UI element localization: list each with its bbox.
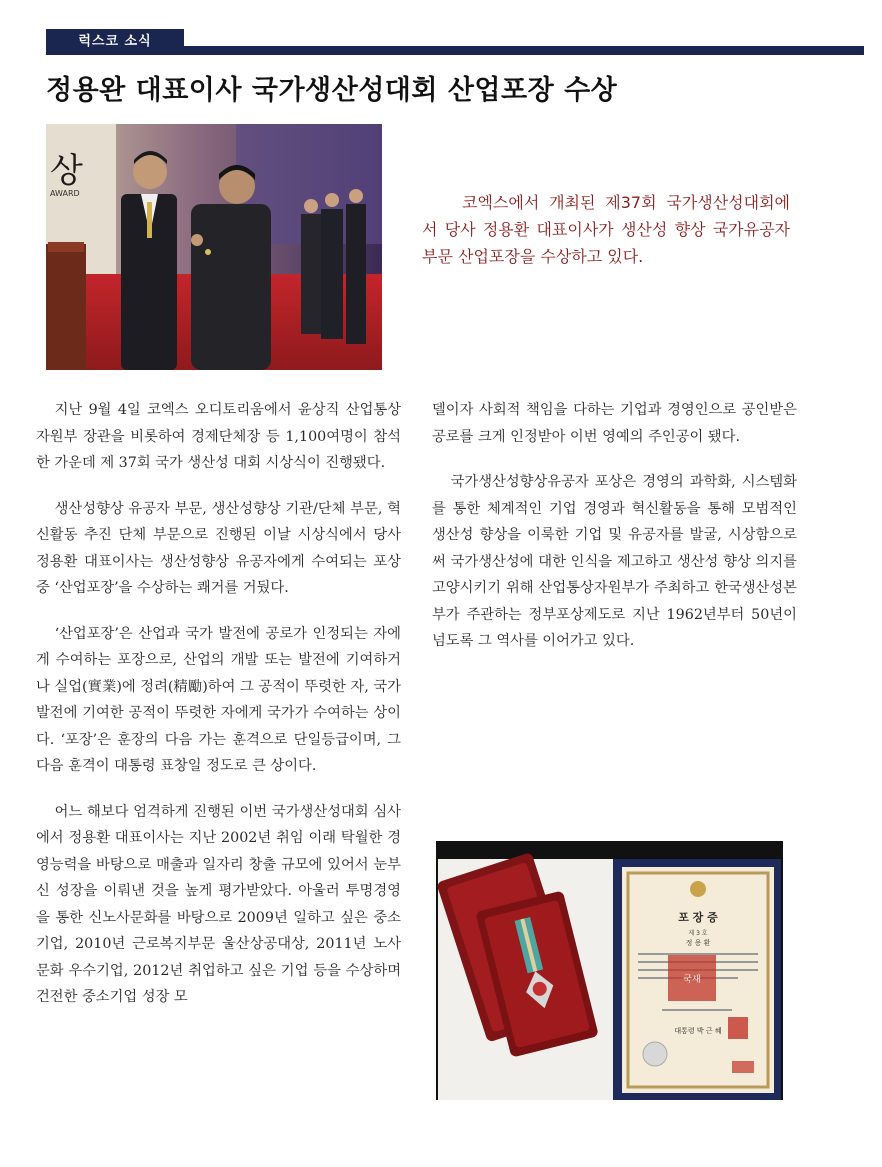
body-paragraph: 델이자 사회적 책임을 다하는 기업과 경영인으로 공인받은 공로를 크게 인정받아 이번 영예의 주인공이 됐다.	[432, 402, 797, 445]
certificate-name: 정 용 환	[685, 939, 711, 947]
certificate-seal: 국새	[683, 975, 701, 985]
body-paragraph: 어느 해보다 엄격하게 진행된 이번 국가생산성대회 심사에서 정용환 대표이사는 지난 2002년 취임 이래 탁월한 경영능력을 바탕으로 매출과 일자리 창출 규모에 있어서 눈부신 성장을 이뤄낸 것을 높게 평가받았다. 아울러 투명경영을 통한 신노사문화를 바탕으로 2009년 일하고 싶은 중소기업, 2010년 근로복지부문 울산상공대상, 2011년 노사문화 우수기업, 2012년 취업하고 싶은 기업 등을 수상하며 건전한 중소기업 성장 모	[36, 803, 401, 1005]
body-paragraph: 국가생산성향상유공자 포상은 경영의 과학화, 시스템화를 통한 체계적인 기업 경영과 혁신활동을 통해 모범적인 생산성 향상을 이룩한 기업 및 유공자를 발굴, 시상함으로써 국가생산성에 대한 인식을 제고하고 생산성 향상 의지를 고양시키기 위해 산업통상자원부가 주최하고 한국생산성본부가 주관하는 정부포상제도로 지난 1962년부터 50년이 넘도록 그 역사를 이어가고 있다.	[432, 474, 797, 649]
article-title: 정용완 대표이사 국가생산성대회 산업포장 수상	[46, 75, 618, 106]
certificate-footer: 대통령 박 근 혜	[674, 1027, 722, 1035]
photo-caption: 코엑스에서 개최된 제37회 국가생산성대회에서 당사 정용환 대표이사가 생산성 향상 국가유공자 부문 산업포장을 수상하고 있다.	[422, 193, 790, 266]
header-rule	[184, 46, 864, 55]
body-paragraph: ‘산업포장’은 산업과 국가 발전에 공로가 인정되는 자에게 수여하는 포장으로, 산업의 개발 또는 발전에 기여하거나 실업(實業)에 정려(精勵)하여 그 공적이 뚜렷한 자, 국가발전에 기여한 공적이 뚜렷한 자에게 국가가 수여하는 상이다. ‘포장’은 훈장의 다음 가는 훈격으로 단일등급이며, 그 다음 훈격이 대통령 표창일 정도로 큰 상이다.	[36, 625, 401, 774]
article-column-left	[36, 397, 401, 1030]
certificate-heading: 포 장 증	[678, 911, 718, 924]
body-paragraph: 지난 9월 4일 코엑스 오디토리움에서 윤상직 산업통상자원부 장관을 비롯하여 경제단체장 등 1,100여명이 참석한 가운데 제 37회 국가 생산성 대회 시상식이 진행됐다.	[36, 402, 401, 471]
section-label: 럭스코 소식	[46, 29, 184, 55]
body-paragraph: 생산성향상 유공자 부문, 생산성향상 기관/단체 부문, 혁신활동 추진 단체 부문으로 진행된 이날 시상식에서 당사 정용환 대표이사는 생산성향상 유공자에게 수여되는 포상 중 ‘산업포장’을 수상하는 쾌거를 거뒀다.	[36, 500, 401, 596]
ceremony-photo	[46, 124, 382, 370]
certificate-line: 제 3 호	[688, 930, 708, 937]
article-column-right	[432, 397, 797, 674]
medal-certificate-photo	[436, 841, 783, 1100]
backdrop-text: 상	[50, 151, 83, 191]
backdrop-award-text: AWARD	[50, 189, 80, 198]
section-header	[46, 29, 864, 55]
